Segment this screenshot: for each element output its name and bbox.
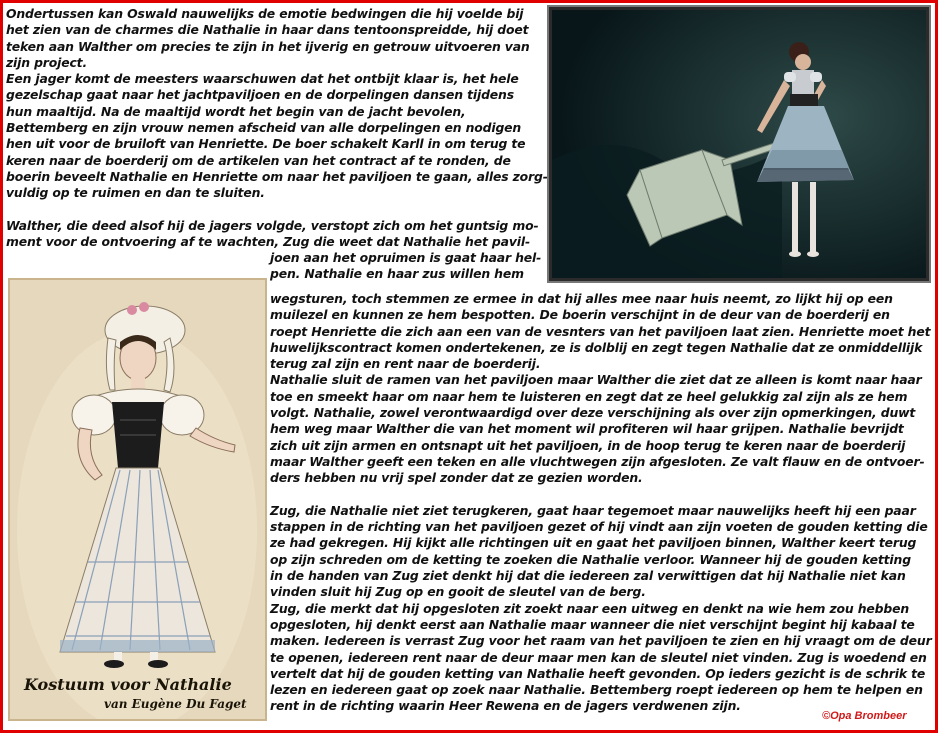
text-block-wrap: joen aan het opruimen is gaat haar hel- pen. Nathalie en haar zus willen hem bbox=[270, 250, 542, 282]
text-block-main: wegsturen, toch stemmen ze ermee in dat hij alles mee naar huis neemt, zo lijkt hij op een muilezel en kunnen ze hem bespotten. De boerin verschijnt in de deur van de boerderij en roept Henriette die zich aan een van de vesnters van het paviljoen laat zien. Henriette moet het huwelijkscontract komen ondertekenen, ze is dolblij en zegt tegen Nathalie dat ze onmiddellijk terug zal zijn en rent naar de boerderij. Nathalie sluit de ramen van het paviljoen maar Walther die ziet dat ze alleen is komt naar haar toe en smeekt haar om naar hem te luisteren en zegt dat ze heel gelukkig zal zijn als ze hem volgt. Nathalie, zowel verontwaardigd over deze verschijning als over zijn opmerkingen, duwt hem weg maar Walther die van het moment wil profiteren wil haar grijpen. Nathalie bevrijdt zich uit zijn armen en ontsnapt uit het paviljoen, in de hoop terug te keren naar de boerderij maar Walther geeft een teken en alle vluchtwegen zijn afgesloten. Ze valt flauw en de ontvoer- ders hebben nu vrij spel zonder dat ze gezien worden. Zug, die Nathalie niet ziet terugkeren, gaat haar tegemoet maar nauwelijks heeft hij een paar stappen in de richting van het paviljoen gezet of hij vindt aan zijn voeten de gouden ketting die ze had gekregen. Hij kijkt alle richtingen uit en gaat het paviljoen binnen, Walther keert terug op zijn schreden om de ketting te zoeken die Nathalie verloor. Wanneer hij de gouden ketting in de handen van Zug ziet denkt hij dat die iedereen zal verwittigen dat hij Nathalie niet kan vinden sluit hij Zug op en gooit de sleutel van de berg. Zug, die merkt dat hij opgesloten zit zoekt naar een uitweg en denkt na wie hem zou hebben opgesloten, hij denkt eerst aan Nathalie maar wanneer die niet verschijnt begint hij kabaal te maken. Iedereen is verrast Zug voor het raam van het paviljoen te zien en hij vraagt om de deur te openen, iedereen rent naar de deur maar men kan de sleutel niet vinden. Zug is woedend en vertelt dat hij de gouden ketting van Nathalie heeft gevonden. Op ieders gezicht is de schrik te lezen en iedereen gaat op zoek naar Nathalie. Bettemberg roept iedereen op hem te helpen en rent in de richting waarin Heer Rewena en de jagers verdwenen zijn. bbox=[270, 291, 932, 714]
costume-illustration bbox=[8, 278, 267, 721]
text-block-top: Ondertussen kan Oswald nauwelijks de emotie bedwingen die hij voelde bij het zien van de charmes die Nathalie in haar dans tentoonspreidde, hij doet teken aan Walther om precies te zijn in het ijverig en getrouw uitvoeren van zijn project. Een jager komt de meesters waarschuwen dat het ontbijt klaar is, het hele gezelschap gaat naar het jachtpaviljoen en de dorpelingen dansen tijdens hun maaltijd. Na de maaltijd wordt het begin van de jacht bevolen, Bettemberg en zijn vrouw nemen afscheid van alle dorpelingen en nodigen hen uit voor de bruiloft van Henriette. De boer schakelt Karll in om terug te keren naar de boerderij om de artikelen van het contract af te ronden, de boerin beveelt Nathalie en Henriette om naar het paviljoen te gaan, alles zorg- vuldig op te ruimen en dan te sluiten. Walther, die deed alsof hij de jagers volgde, verstopt zich om het guntsig mo- ment voor de ontvoering af te wachten, Zug die weet dat Nathalie het pavil- bbox=[6, 6, 548, 250]
ballet-photo bbox=[552, 10, 926, 278]
costume-caption-author: van Eugène Du Faget bbox=[104, 697, 247, 711]
ballet-photo-drawing bbox=[552, 10, 926, 278]
costume-figure bbox=[10, 280, 265, 719]
costume-caption-title: Kostuum voor Nathalie bbox=[24, 675, 232, 694]
credit-text: ©Opa Brombeer bbox=[822, 710, 907, 722]
